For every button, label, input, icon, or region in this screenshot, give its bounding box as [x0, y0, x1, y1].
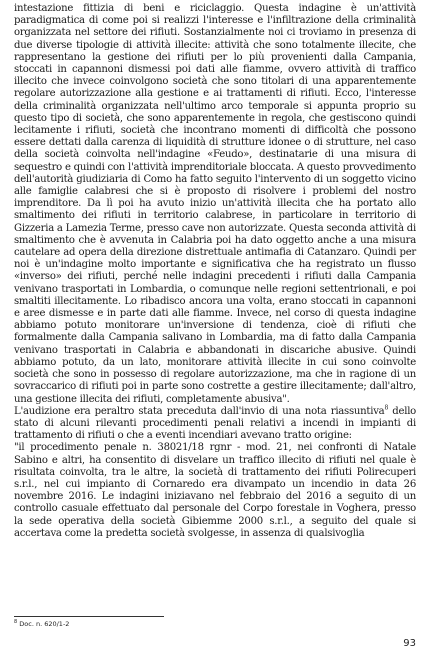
footnote-marker: 8 [14, 618, 18, 625]
page-number: 93 [403, 638, 416, 649]
footnote-separator [14, 616, 164, 617]
footnote-reference[interactable]: 8 [384, 404, 389, 412]
paragraph-audition-text: L'audizione era peraltro stata preceduta dall'invio di una nota riassuntiva [14, 405, 385, 417]
document-page [14, 0, 418, 654]
footnote [14, 620, 69, 628]
body-text [14, 3, 416, 540]
paragraph-quote-proceeding: "il procedimento penale n. 38021/18 rgnr - mod. 21, nei confronti di Natale Sabino e altri, ha consentito di disvelare un traffico illecito di rifiuti nel quale è risultata coinvolta, tra le altre, la società di trattamento dei rifiuti Polirecuperi s.r.l., nel cui impianto di Cornaredo era divampato un incendio in data 26 novembre 2016. Le indagini iniziavano nel febbraio del 2016 a seguito di un controllo casuale effettuato dal personale del Corpo forestale in Voghera, presso la sede operativa della società Gibiemme 2000 s.r.l., a seguito del quale si accertava come la predetta società svolgesse, in assenza di qualsivoglia [14, 442, 416, 539]
paragraph-audition-note [14, 406, 416, 443]
paragraph-testimony: intestazione fittizia di beni e riciclaggio. Questa indagine è un'attività paradigmatica di come poi si realizzi l'interesse e l'infiltrazione della criminalità organizzata nel settore dei rifiuti. Sostanzialmente noi ci troviamo in presenza di due diverse tipologie di attività illecite: attività che sono totalmente illecite, che rappresentano la gestione dei rifiuti per lo più provenienti dalla Campania, stoccati in capannoni dismessi poi dati alle fiamme, ovvero attività di traffico illecito che invece coinvolgono società che sono titolari di una apparentemente regolare autorizzazione alla gestione e ai trattamenti di rifiuti. Ecco, l'interesse della criminalità organizzata nell'ultimo arco temporale si appunta proprio su questo tipo di società, che sono apparentemente in regola, che gestiscono quindi lecitamente i rifiuti, società che incontrano momenti di difficoltà che possono essere dettati dalla carenza di liquidità di strutture idonee o di strutture, nel caso della società coinvolta nell'indagine «Feudo», destinatarie di una misura di sequestro e quindi con l'attività imprenditoriale bloccata. A questo provvedimento dell'autorità giudiziaria di Como ha fatto seguito l'intervento di un soggetto vicino alle famiglie calabresi che si è proposto di risolvere i problemi del nostro imprenditore. Da lì poi ha avuto inizio un'attività illecita che ha portato allo smaltimento dei rifiuti in territorio calabrese, in particolare in territorio di Gizzeria a Lamezia Terme, presso cave non autorizzate. Questa seconda attività di smaltimento che è avvenuta in Calabria poi ha dato oggetto anche a una misura cautelare ad opera della direzione distrettuale antimafia di Catanzaro. Quindi per noi è un'indagine molto importante e significativa che ha registrato un flusso «inverso» dei rifiuti, perché nelle indagini precedenti i rifiuti dalla Campania venivano trasportati in Lombardia, o comunque nelle regioni settentrionali, e poi smaltiti illecitamente. Lo ribadisco ancora una volta, erano stoccati in capannoni e aree dismesse e in parte dati alle fiamme. Invece, nel corso di questa indagine abbiamo potuto monitorare un'inversione di tendenza, cioè di rifiuti che formalmente dalla Campania salivano in Lombardia, ma di fatto dalla Campania venivano trasportati in Calabria e abbandonati in discariche abusive. Quindi abbiamo potuto, da un lato, monitorare attività illecite in cui sono coinvolte società che sono in possesso di regolare autorizzazione, ma che in ragione di un sovraccarico di rifiuti poi in parte sono costrette a gestire illecitamente; dall'altro, una gestione illecita dei rifiuti, completamente abusiva". [14, 3, 417, 405]
footnote-text: Doc. n. 620/1-2 [19, 620, 70, 628]
paragraph-audition-text-cont: dello stato di alcuni rilevanti procedimenti penali relativi a incendi in impianti di trattamento di rifiuti o che a eventi incendiari avevano tratto origine: [14, 405, 416, 442]
